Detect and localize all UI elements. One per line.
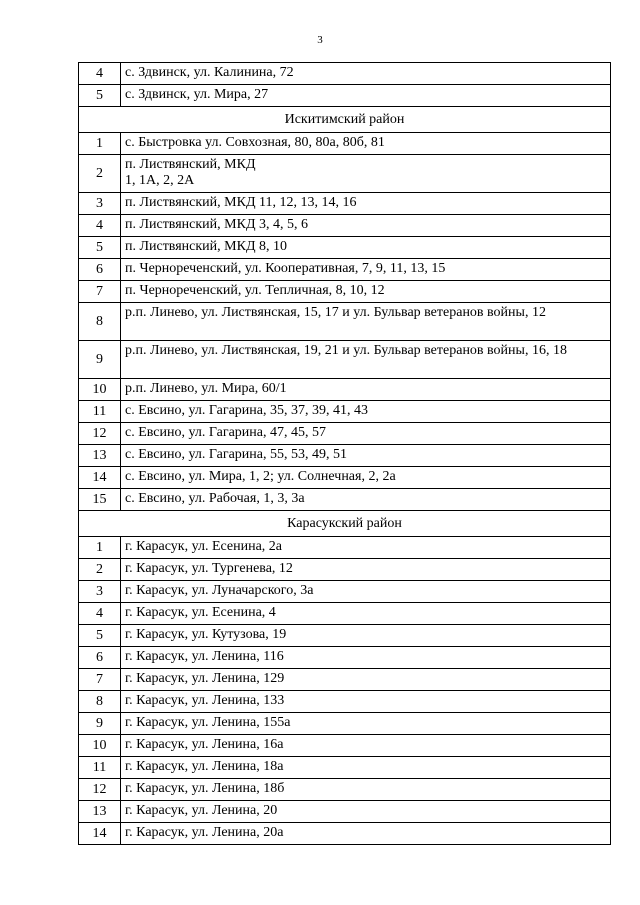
table-row bbox=[79, 133, 611, 155]
row-number: 3 bbox=[79, 581, 121, 603]
row-number: 5 bbox=[79, 237, 121, 259]
table-row bbox=[79, 647, 611, 669]
row-address: п. Листвянский, МКД 8, 10 bbox=[121, 237, 611, 259]
row-address: р.п. Линево, ул. Листвянская, 19, 21 и ул. Бульвар ветеранов войны, 16, 18 bbox=[121, 341, 611, 379]
table-row bbox=[79, 779, 611, 801]
row-number: 8 bbox=[79, 303, 121, 341]
row-number: 10 bbox=[79, 735, 121, 757]
table-row bbox=[79, 155, 611, 193]
table-row bbox=[79, 823, 611, 845]
table-row bbox=[79, 537, 611, 559]
row-address: г. Карасук, ул. Ленина, 116 bbox=[121, 647, 611, 669]
row-address: с. Евсино, ул. Рабочая, 1, 3, 3а bbox=[121, 489, 611, 511]
row-address: г. Карасук, ул. Есенина, 4 bbox=[121, 603, 611, 625]
row-number: 14 bbox=[79, 467, 121, 489]
table-row bbox=[79, 625, 611, 647]
table-row bbox=[79, 559, 611, 581]
row-number: 10 bbox=[79, 379, 121, 401]
row-number: 4 bbox=[79, 63, 121, 85]
row-number: 4 bbox=[79, 603, 121, 625]
table-row bbox=[79, 401, 611, 423]
row-number: 9 bbox=[79, 713, 121, 735]
row-number: 1 bbox=[79, 133, 121, 155]
row-address: г. Карасук, ул. Ленина, 18а bbox=[121, 757, 611, 779]
table-row bbox=[79, 691, 611, 713]
table-row bbox=[79, 63, 611, 85]
table-row bbox=[79, 757, 611, 779]
table-row bbox=[79, 467, 611, 489]
row-address: п. Листвянский, МКД 1, 1А, 2, 2А bbox=[121, 155, 611, 193]
row-number: 2 bbox=[79, 559, 121, 581]
row-address: с. Здвинск, ул. Мира, 27 bbox=[121, 85, 611, 107]
row-number: 13 bbox=[79, 445, 121, 467]
row-address: г. Карасук, ул. Ленина, 20а bbox=[121, 823, 611, 845]
address-table bbox=[78, 62, 611, 845]
section-title: Искитимский район bbox=[79, 107, 611, 133]
row-address: п. Чернореченский, ул. Тепличная, 8, 10, 12 bbox=[121, 281, 611, 303]
table-row bbox=[79, 193, 611, 215]
table-row bbox=[79, 713, 611, 735]
table-row bbox=[79, 423, 611, 445]
table-row bbox=[79, 85, 611, 107]
table-row bbox=[79, 801, 611, 823]
row-address: с. Евсино, ул. Мира, 1, 2; ул. Солнечная, 2, 2а bbox=[121, 467, 611, 489]
table-row bbox=[79, 341, 611, 379]
row-number: 5 bbox=[79, 85, 121, 107]
row-address: г. Карасук, ул. Кутузова, 19 bbox=[121, 625, 611, 647]
row-number: 7 bbox=[79, 669, 121, 691]
row-address: р.п. Линево, ул. Листвянская, 15, 17 и ул. Бульвар ветеранов войны, 12 bbox=[121, 303, 611, 341]
section-header-row bbox=[79, 107, 611, 133]
row-number: 7 bbox=[79, 281, 121, 303]
row-number: 4 bbox=[79, 215, 121, 237]
row-address: с. Здвинск, ул. Калинина, 72 bbox=[121, 63, 611, 85]
row-address: г. Карасук, ул. Ленина, 155а bbox=[121, 713, 611, 735]
table-row bbox=[79, 603, 611, 625]
row-number: 11 bbox=[79, 401, 121, 423]
row-number: 12 bbox=[79, 779, 121, 801]
table-row bbox=[79, 215, 611, 237]
table-row bbox=[79, 237, 611, 259]
row-number: 1 bbox=[79, 537, 121, 559]
page-number: 3 bbox=[317, 34, 323, 46]
row-address: с. Евсино, ул. Гагарина, 47, 45, 57 bbox=[121, 423, 611, 445]
row-address: г. Карасук, ул. Ленина, 129 bbox=[121, 669, 611, 691]
table-row bbox=[79, 669, 611, 691]
row-address: г. Карасук, ул. Ленина, 18б bbox=[121, 779, 611, 801]
row-number: 6 bbox=[79, 259, 121, 281]
row-number: 6 bbox=[79, 647, 121, 669]
section-header-row bbox=[79, 511, 611, 537]
row-number: 12 bbox=[79, 423, 121, 445]
row-address: г. Карасук, ул. Ленина, 16а bbox=[121, 735, 611, 757]
row-address: п. Чернореченский, ул. Кооперативная, 7, 9, 11, 13, 15 bbox=[121, 259, 611, 281]
row-number: 8 bbox=[79, 691, 121, 713]
table-row bbox=[79, 379, 611, 401]
row-number: 14 bbox=[79, 823, 121, 845]
row-address: г. Карасук, ул. Ленина, 20 bbox=[121, 801, 611, 823]
row-number: 9 bbox=[79, 341, 121, 379]
table-row bbox=[79, 489, 611, 511]
row-address: г. Карасук, ул. Есенина, 2а bbox=[121, 537, 611, 559]
row-address: г. Карасук, ул. Луначарского, 3а bbox=[121, 581, 611, 603]
row-address: г. Карасук, ул. Тургенева, 12 bbox=[121, 559, 611, 581]
table-row bbox=[79, 445, 611, 467]
address-table-body bbox=[79, 63, 611, 845]
row-address: г. Карасук, ул. Ленина, 133 bbox=[121, 691, 611, 713]
table-row bbox=[79, 281, 611, 303]
row-number: 2 bbox=[79, 155, 121, 193]
table-row bbox=[79, 303, 611, 341]
row-number: 13 bbox=[79, 801, 121, 823]
section-title: Карасукский район bbox=[79, 511, 611, 537]
row-address: с. Евсино, ул. Гагарина, 35, 37, 39, 41, 43 bbox=[121, 401, 611, 423]
row-address: с. Быстровка ул. Совхозная, 80, 80а, 80б, 81 bbox=[121, 133, 611, 155]
row-number: 15 bbox=[79, 489, 121, 511]
row-address: р.п. Линево, ул. Мира, 60/1 bbox=[121, 379, 611, 401]
row-number: 3 bbox=[79, 193, 121, 215]
table-row bbox=[79, 259, 611, 281]
row-address: п. Листвянский, МКД 11, 12, 13, 14, 16 bbox=[121, 193, 611, 215]
row-number: 11 bbox=[79, 757, 121, 779]
table-row bbox=[79, 735, 611, 757]
row-address: п. Листвянский, МКД 3, 4, 5, 6 bbox=[121, 215, 611, 237]
row-address: с. Евсино, ул. Гагарина, 55, 53, 49, 51 bbox=[121, 445, 611, 467]
table-row bbox=[79, 581, 611, 603]
row-number: 5 bbox=[79, 625, 121, 647]
